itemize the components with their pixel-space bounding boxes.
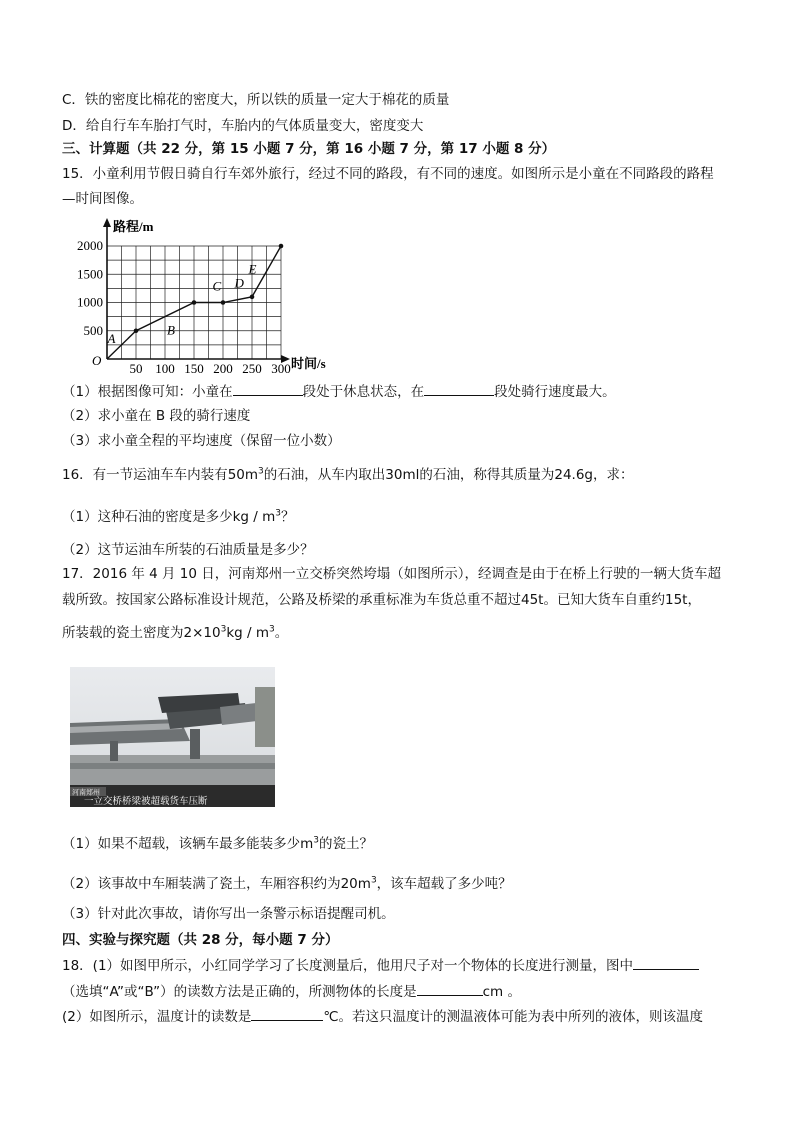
y-tick-labels (77, 238, 103, 338)
q15-sub3: （3）求小童全程的平均速度（保留一位小数） (62, 433, 341, 449)
origin-label: O (92, 353, 102, 368)
segment-label: A (107, 330, 116, 346)
x-axis-label: 时间/s (291, 356, 326, 371)
q17-sub1: （1）如果不超载，该辆车最多能装多少$m^3$的瓷土？ (62, 835, 373, 852)
q16-sub1: （1）这种石油的密度是多少kg / $m^3$？ (62, 508, 295, 525)
q17-text-density: 所装载的瓷土密度为 (62, 625, 184, 641)
q17-sub3: （3）针对此次事故，请你写出一条警示标语提醒司机。 (62, 906, 395, 922)
y-axis-arrow (103, 218, 111, 227)
photo-caption: 一立交桥桥梁被超载货车压断 (84, 796, 208, 807)
y-tick-label: 1500 (77, 266, 103, 282)
data-point (250, 295, 255, 300)
q17-line3: 所装载的瓷土密度为$2\times 10^3kg / m^3$。 (62, 624, 289, 641)
q18-line3-text-b: ℃。若这只温度计的测温液体可能为表中所列的液体，则该温度 (323, 1009, 704, 1025)
answer-blank-method[interactable] (633, 955, 699, 970)
q15-line2: —时间图像。 (62, 191, 143, 207)
q18-line3-text: (2）如图所示，温度计的读数是 (62, 1009, 252, 1025)
q16-text-b: 的石油，从车内取出 (263, 467, 386, 483)
x-tick-label: 100 (155, 361, 175, 375)
q16-sub1-mark: ？ (281, 509, 295, 525)
q16-sample-volume: 30ml (385, 467, 420, 483)
q17-text-end: 。 (274, 625, 289, 641)
y-tick-label: 1000 (77, 294, 103, 310)
y-tick-label: 500 (83, 322, 103, 338)
q17-text-a: 载所致。按国家公路标准设计规范，公路及桥梁的承重标准为车货总重不超过 (62, 592, 521, 608)
q17-line2 (62, 590, 701, 610)
data-point (192, 300, 197, 305)
q17-density-value: 2×10 (183, 625, 221, 641)
q17-text-c: 。已知大货车自重约 (543, 592, 665, 608)
x-tick-label: 250 (242, 361, 262, 375)
answer-blank-temperature[interactable] (251, 1006, 323, 1021)
data-point (134, 328, 139, 333)
q17-limit: 45t (521, 592, 544, 608)
segment-label: B (167, 322, 175, 338)
q16-volume: 50m (227, 467, 259, 483)
bridge-collapse-photo (70, 667, 275, 807)
q17-sub2-text: （2）该事故中车厢装满了瓷土，车厢容积约为 (62, 876, 341, 892)
q17-sub2: （2）该事故中车厢装满了瓷土，车厢容积约为$20m^3$，该车超载了多少吨？ (62, 875, 512, 892)
q17-sub1-unit: m (300, 836, 314, 852)
q17-sub2-volume: 20m (340, 876, 371, 892)
q17-line1: 17．2016 年 4 月 10 日，河南郑州一立交桥突然垮塌（如图所示），经调查是由于在桥上行驶的一辆大货车超 (62, 566, 722, 582)
y-tick-label: 2000 (77, 238, 103, 253)
q18-line2-text: （选填“A”或“B”）的读数方法是正确的，所测物体的长度是 (62, 984, 417, 1000)
x-tick-label: 200 (213, 361, 233, 375)
q18-line2-unit: cm 。 (482, 984, 521, 1000)
x-tick-label: 150 (184, 361, 204, 375)
q16-text-f: ，求： (593, 467, 634, 483)
segment-label: E (248, 261, 257, 277)
q16-text-d: 的石油，称得其质量为 (419, 467, 555, 483)
option-c: C．铁的密度比棉花的密度大，所以铁的质量一定大于棉花的质量 (62, 92, 450, 108)
data-point (279, 244, 284, 249)
q17-sub1-text: （1）如果不超载，该辆车最多能装多少 (62, 836, 301, 852)
answer-blank-fastest-segment[interactable] (424, 381, 494, 396)
q17-sub1-text-b: 的瓷土？ (318, 836, 373, 852)
q16-sub2: （2）这节运油车所装的石油质量是多少？ (62, 542, 314, 558)
q16-sample-mass: 24.6g (554, 467, 593, 483)
q15-sub1-text-a: （1）根据图像可知：小童在 (62, 384, 233, 400)
q18-line2 (62, 981, 521, 1002)
q15-line1: 15．小童利用节假日骑自行车郊外旅行，经过不同的路段，有不同的速度。如图所示是小童在不同路段的路程 (62, 166, 714, 182)
q15-sub1-text-b: 段处于休息状态，在 (302, 384, 425, 400)
q17-self-weight: 15t (664, 592, 688, 608)
distance-time-chart (60, 215, 360, 375)
answer-blank-rest-segment[interactable] (233, 381, 303, 396)
x-tick-label: 300 (271, 361, 291, 375)
q15-sub2: （2）求小童在 B 段的骑行速度 (62, 408, 251, 424)
segment-label: C (212, 278, 222, 294)
q18-line1-text: 18．(1）如图甲所示，小红同学学习了长度测量后，他用尺子对一个物体的长度进行测量，图中 (62, 958, 634, 974)
q17-text-e: ， (687, 592, 701, 608)
photo-caption-small: 河南郑州 (72, 788, 100, 797)
segment-label: D (234, 275, 244, 291)
section3-heading: 三、计算题（共 22 分，第 15 小题 7 分，第 16 小题 7 分，第 17 小题 8 分） (62, 141, 556, 157)
option-d: D．给自行车车胎打气时，车胎内的气体质量变大，密度变大 (62, 118, 424, 134)
q15-sub1-text-c: 段处骑行速度最大。 (494, 384, 616, 400)
q16-text-a: 16．有一节运油车车内装有 (62, 467, 228, 483)
q15-sub1 (62, 381, 616, 402)
x-tick-labels (130, 361, 291, 375)
q16-line1: 16．有一节运油车车内装有$50m^3$的石油，从车内取出30ml的石油，称得其质量为24.6g，求： (62, 466, 634, 483)
x-tick-label: 50 (129, 361, 143, 375)
y-axis-label: 路程/m (113, 219, 154, 234)
q18-line1 (62, 955, 699, 976)
q17-sub2-text-b: ，该车超载了多少吨？ (376, 876, 512, 892)
q16-sub1-unit: kg / m (232, 509, 276, 525)
q17-density-unit: kg / m (226, 625, 269, 641)
answer-blank-length[interactable] (417, 981, 483, 996)
q16-sub1-text: （1）这种石油的密度是多少 (62, 509, 233, 525)
section4-heading: 四、实验与探究题（共 28 分，每小题 7 分） (62, 932, 339, 948)
q18-line3 (62, 1006, 703, 1027)
data-point (221, 300, 226, 305)
